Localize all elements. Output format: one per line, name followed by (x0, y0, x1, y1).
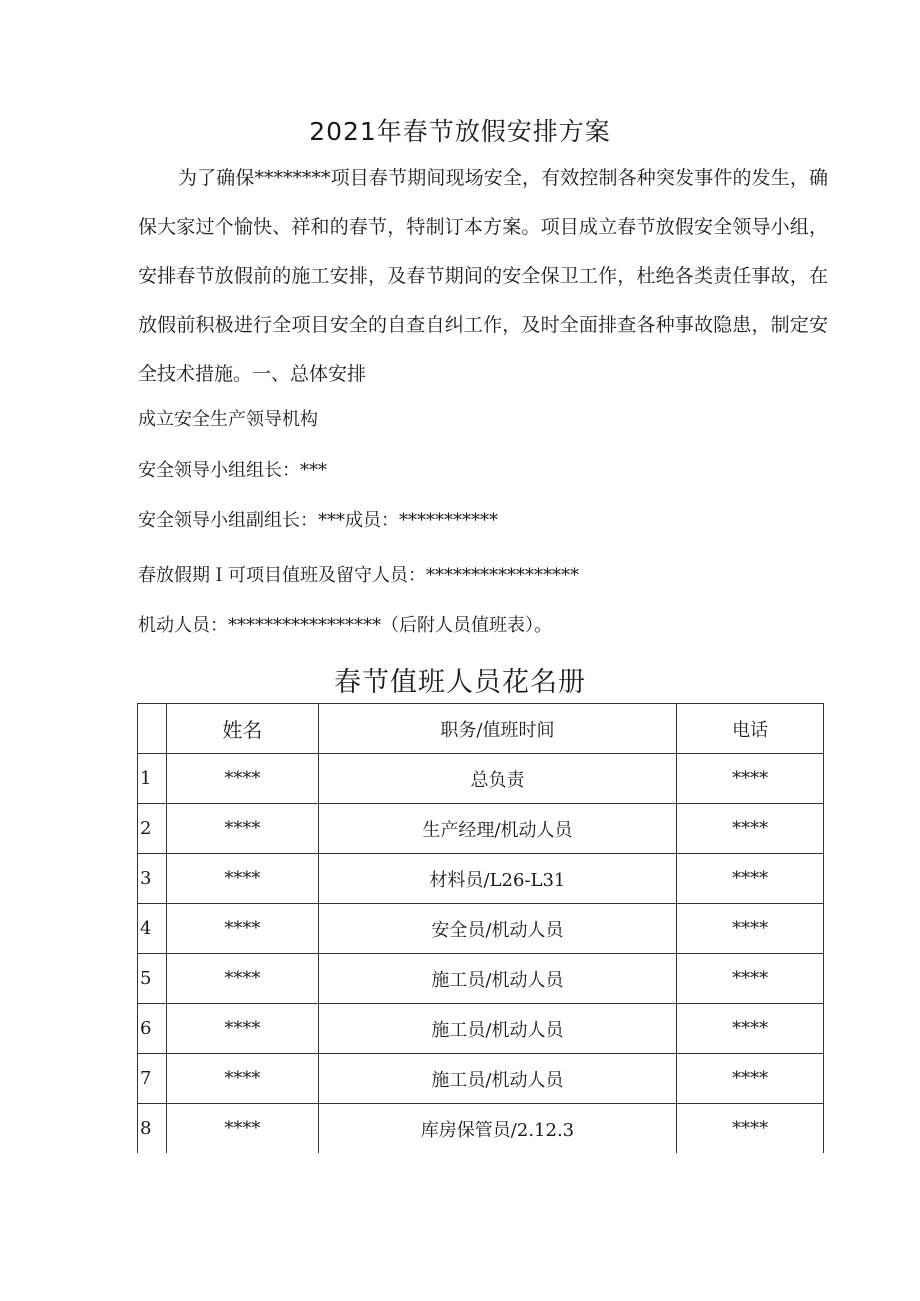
row-name: **** (166, 754, 318, 804)
line-mobile-staff: 机动人员：*****************（后附人员值班表）。 (138, 615, 552, 636)
table-row (138, 1104, 824, 1154)
intro-paragraph: 为了确保********项目春节期间现场安全，有效控制各种突发事件的发生，确保大家过个愉快、祥和的春节，特制订本方案。项目成立春节放假安全领导小组，安排春节放假前的施工安排，及春节期间的安全保卫工作，杜绝各类责任事故，在放假前积极进行全项目安全的自查自纠工作，及时全面排查各种事故隐患，制定安全技术措施。一、总体安排 (138, 167, 828, 385)
row-phone: **** (677, 904, 824, 954)
line-group-leader: 安全领导小组组长：*** (138, 460, 327, 481)
roster-title: 春节值班人员花名册 (334, 667, 586, 698)
table-row (138, 1004, 824, 1054)
row-duty: 总负责 (318, 754, 676, 804)
row-no: 3 (138, 854, 167, 904)
row-no: 4 (138, 904, 167, 954)
row-duty: 安全员/机动人员 (318, 904, 676, 954)
row-duty: 施工员/机动人员 (318, 1004, 676, 1054)
row-name: **** (166, 1104, 318, 1154)
row-phone: **** (677, 954, 824, 1004)
header-duty: 职务/值班时间 (318, 704, 676, 754)
row-duty: 施工员/机动人员 (318, 954, 676, 1004)
row-phone: **** (677, 804, 824, 854)
row-phone: **** (677, 754, 824, 804)
table-header-row (138, 704, 824, 754)
table-row (138, 904, 824, 954)
row-phone: **** (677, 1104, 824, 1154)
roster-table (137, 703, 824, 1153)
row-no: 8 (138, 1104, 167, 1154)
row-no: 1 (138, 754, 167, 804)
table-row (138, 954, 824, 1004)
row-no: 2 (138, 804, 167, 854)
row-name: **** (166, 954, 318, 1004)
row-name: **** (166, 854, 318, 904)
row-name: **** (166, 1054, 318, 1104)
header-phone: 电话 (677, 704, 824, 754)
row-duty: 库房保管员/2.12.3 (318, 1104, 676, 1154)
document-title: 2021年春节放假安排方案 (309, 117, 611, 146)
row-phone: **** (677, 854, 824, 904)
line-duty-staff: 春放假期Ｉ可项目值班及留守人员：***************** (138, 565, 579, 586)
row-duty: 施工员/机动人员 (318, 1054, 676, 1104)
table-row (138, 804, 824, 854)
table-row (138, 754, 824, 804)
row-phone: **** (677, 1054, 824, 1104)
header-name: 姓名 (166, 704, 318, 754)
row-duty: 材料员/L26-L31 (318, 854, 676, 904)
header-no (138, 704, 167, 754)
table-row (138, 1054, 824, 1104)
line-leadership-body: 成立安全生产领导机构 (138, 409, 318, 430)
row-name: **** (166, 1004, 318, 1054)
row-no: 6 (138, 1004, 167, 1054)
row-duty: 生产经理/机动人员 (318, 804, 676, 854)
row-no: 7 (138, 1054, 167, 1104)
line-deputy-leader-members: 安全领导小组副组长：***成员：*********** (138, 510, 498, 531)
table-row (138, 854, 824, 904)
row-phone: **** (677, 1004, 824, 1054)
row-name: **** (166, 804, 318, 854)
row-no: 5 (138, 954, 167, 1004)
row-name: **** (166, 904, 318, 954)
